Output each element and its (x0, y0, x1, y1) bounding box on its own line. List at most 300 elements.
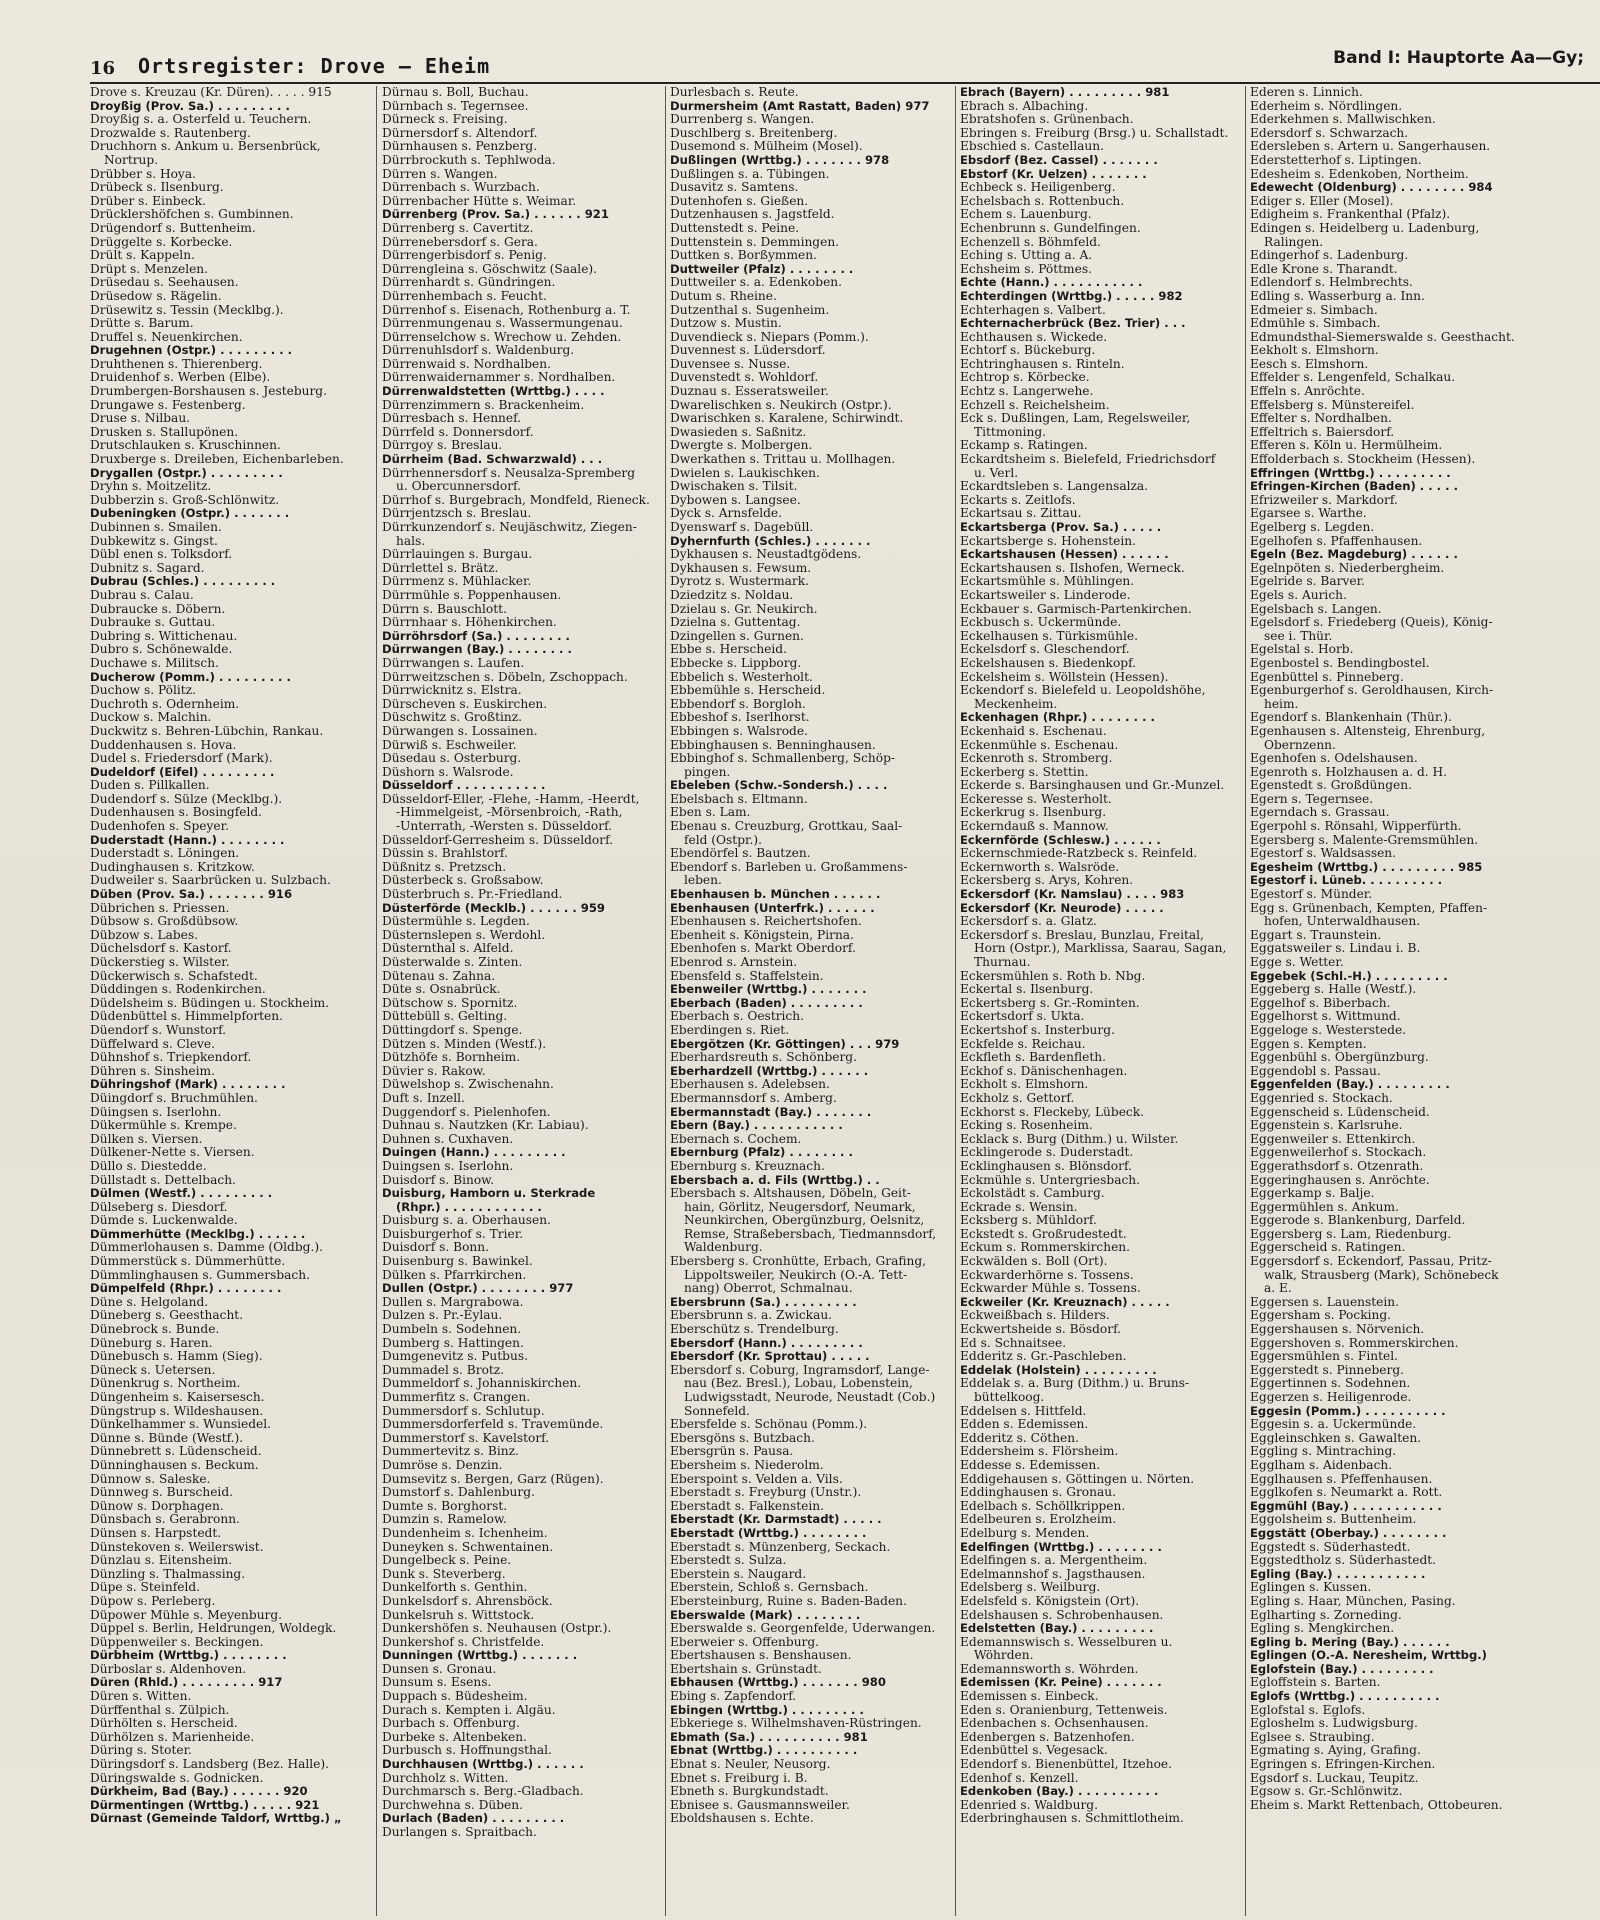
index-entry: Durchwehna s. Düben. (382, 1798, 523, 1812)
index-entry: Egestorf s. Waldsassen. (1250, 847, 1397, 861)
index-entry: Düren (Rhld.) . . . . . . . . . 917 (90, 1676, 283, 1690)
index-entry: Eden s. Oranienburg, Tettenweis. (960, 1703, 1168, 1717)
index-entry: Dürrengleina s. Göschwitz (Saale). (382, 262, 598, 276)
index-entry: Eckbusch s. Uckermünde. (960, 616, 1122, 630)
index-entry: Ebeleben (Schw.-Sondersh.) . . . . (670, 779, 888, 793)
index-entry: Dudenhausen s. Bosingfeld. (90, 806, 263, 820)
index-entry: nang) Oberrot, Schmalnau. (684, 1282, 853, 1296)
index-entry: Eggmühl (Bay.) . . . . . . . . . . . (1250, 1499, 1442, 1513)
index-entry: Duingsen s. Iserlohn. (382, 1159, 514, 1173)
index-entry: hofen, Unterwaldhausen. (1264, 915, 1421, 929)
index-entry: Edelsberg s. Weilburg. (960, 1581, 1101, 1595)
index-entry: Edemissen (Kr. Peine) . . . . . . . (960, 1676, 1162, 1690)
index-entry: Dürrenwaldstetten (Wrttbg.) . . . . (382, 385, 605, 399)
index-entry: Edemannsworth s. Wöhrden. (960, 1662, 1139, 1676)
index-entry: Ebersteinburg, Ruine s. Baden-Baden. (670, 1594, 907, 1608)
index-entry: Düdenbüttel s. Himmelpforten. (90, 1010, 283, 1024)
index-entry: Egling s. Haar, München, Pasing. (1250, 1594, 1456, 1608)
index-entry: Dürrenwaid s. Nordhalben. (382, 357, 551, 371)
index-entry: Durbusch s. Hoffnungsthal. (382, 1744, 552, 1758)
index-entry: Eching s. Utting a. A. (960, 249, 1093, 263)
index-entry: Duisdorf s. Binow. (382, 1173, 495, 1187)
index-entry: büttelkoog. (974, 1391, 1045, 1404)
index-entry: Eberbach (Baden) . . . . . . . . . (670, 996, 863, 1010)
index-entry: Dürkheim, Bad (Bay.) . . . . . . 920 (90, 1785, 308, 1799)
index-entry: Dünzling s. Thalmassing. (90, 1567, 246, 1581)
index-entry: Effringen (Wrttbg.) . . . . . . . . . (1250, 466, 1451, 480)
index-entry: Meckenheim. (974, 697, 1058, 711)
index-entry: Dürrfeld s. Donnersdorf. (382, 425, 534, 439)
index-entry: Eekholt s. Elmshorn. (1250, 344, 1379, 358)
index-entry: Drugehnen (Ostpr.) . . . . . . . . . (90, 344, 293, 358)
index-entry: Ebnisee s. Gausmannsweiler. (670, 1798, 850, 1812)
index-entry: Eckernworth s. Walsröde. (960, 860, 1120, 874)
index-entry: Edmeier s. Simbach. (1250, 303, 1378, 317)
index-entry: Ebersfelde s. Schönau (Pomm.). (670, 1418, 868, 1432)
index-entry: Dübzow s. Labes. (90, 928, 198, 942)
index-entry: Duisburgerhof s. Trier. (382, 1227, 524, 1241)
index-entry: Dürrhennersdorf s. Neusalza-Spremberg (382, 466, 636, 480)
index-entry: Edelburg s. Menden. (960, 1526, 1090, 1540)
index-entry: Eberspoint s. Velden a. Vils. (670, 1472, 843, 1486)
index-entry: Eberstadt (Wrttbg.) . . . . . . . . (670, 1526, 867, 1540)
index-entry: Dunkelsdorf s. Ahrensböck. (382, 1594, 553, 1608)
index-entry: Dürrnhaar s. Höhenkirchen. (382, 616, 557, 630)
index-entry: Edersleben s. Artern u. Sangerhausen. (1250, 140, 1491, 154)
index-entry: Edmundsthal-Siemerswalde s. Geesthacht. (1250, 330, 1515, 344)
index-entry: Dutzenhausen s. Jagstfeld. (670, 208, 835, 222)
index-entry: Durach s. Kempten i. Algäu. (382, 1703, 556, 1717)
index-entry: Duchawe s. Militsch. (90, 656, 219, 670)
index-entry: Egge s. Wetter. (1250, 956, 1344, 969)
index-entry: Eglsee s. Straubing. (1250, 1730, 1375, 1744)
index-entry: Dubkewitz s. Gingst. (90, 534, 218, 548)
index-entry: Drübber s. Hoya. (90, 167, 196, 181)
index-entry: Ebersdorf (Hann.) . . . . . . . . . (670, 1336, 863, 1350)
index-entry: Duderstadt (Hann.) . . . . . . . . (90, 833, 285, 847)
index-entry: Duttweiler s. a. Edenkoben. (670, 276, 843, 290)
column-3 (670, 86, 950, 1916)
index-entry: Eggebek (Schl.-H.) . . . . . . . . . (1250, 969, 1448, 983)
index-entry: Ebbinghausen s. Benninghausen. (670, 738, 876, 752)
index-entry: Dünzlau s. Eitensheim. (90, 1554, 233, 1568)
index-entry: Dunsen s. Gronau. (382, 1662, 497, 1676)
index-entry: Dülken s. Pfarrkirchen. (382, 1268, 527, 1282)
index-entry: Ebsdorf (Bez. Cassel) . . . . . . . (960, 153, 1158, 167)
index-entry: Eggenfelden (Bay.) . . . . . . . . . (1250, 1078, 1450, 1092)
index-entry: Edenbergen s. Batzenhofen. (960, 1730, 1135, 1744)
index-entry: Drüsedau s. Seehausen. (90, 276, 239, 290)
index-entry: Eckholt s. Elmshorn. (960, 1078, 1089, 1092)
index-entry: Egling b. Mering (Bay.) . . . . . . (1250, 1635, 1450, 1649)
index-entry: Dumsevitz s. Bergen, Garz (Rügen). (382, 1472, 604, 1486)
index-entry: Eberhardsreuth s. Schönberg. (670, 1051, 857, 1065)
index-entry: Dückerwisch s. Schafstedt. (90, 969, 258, 983)
index-entry: Ebenau s. Creuzburg, Grottkau, Saal- (670, 820, 903, 834)
index-entry: Droyßig (Prov. Sa.) . . . . . . . . . (90, 99, 290, 113)
index-entry: Eckertsdorf s. Ukta. (960, 1010, 1085, 1024)
index-entry: Dyenswarf s. Dagebüll. (670, 521, 814, 534)
index-entry: Dürhölzen s. Marienheide. (90, 1730, 255, 1744)
index-entry: Egerndach s. Grassau. (1250, 806, 1390, 820)
index-entry: Eckartsberga (Prov. Sa.) . . . . . (960, 521, 1162, 534)
index-entry: Eckersmühlen s. Roth b. Nbg. (960, 969, 1146, 983)
index-entry: Dummerstorf s. Kavelstorf. (382, 1431, 550, 1445)
index-entry: Ebbeshof s. Iserlhorst. (670, 711, 810, 725)
index-entry: Egelhofen s. Pfaffenhausen. (1250, 534, 1423, 548)
index-entry: Düppenweiler s. Beckingen. (90, 1635, 264, 1649)
index-entry: Düsseldorf-Gerresheim s. Düsseldorf. (382, 833, 614, 847)
index-entry: Dudinghausen s. Kritzkow. (90, 860, 255, 874)
column-divider (376, 86, 377, 1916)
index-entry: Eberhardzell (Wrttbg.) . . . . . . (670, 1064, 869, 1078)
index-entry: Edemissen s. Einbeck. (960, 1690, 1099, 1704)
index-entry: Ecksberg s. Mühldorf. (960, 1214, 1097, 1228)
index-entry: Eggeringhausen s. Anröchte. (1250, 1173, 1430, 1187)
index-entry: Egg s. Grünenbach, Kempten, Pfaffen- (1250, 901, 1488, 915)
index-entry: Dußlingen s. a. Tübingen. (670, 167, 830, 181)
index-entry: Ebmath (Sa.) . . . . . . . . . . 981 (670, 1730, 868, 1744)
index-entry: Eckerde s. Barsinghausen und Gr.-Munzel. (960, 779, 1225, 793)
index-entry: Edigheim s. Frankenthal (Pfalz). (1250, 208, 1451, 222)
index-entry: Dürresbach s. Hennef. (382, 412, 522, 426)
index-entry: Düne s. Helgoland. (90, 1295, 209, 1309)
index-entry: Echterhagen s. Valbert. (960, 303, 1106, 317)
index-entry: Effelder s. Lengenfeld, Schalkau. (1250, 371, 1456, 385)
index-entry: Ediger s. Eller (Mosel). (1250, 194, 1394, 208)
index-entry: Düringsdorf s. Landsberg (Bez. Halle). (90, 1758, 330, 1772)
index-entry: Dürnbach s. Tegernsee. (382, 99, 529, 113)
index-entry: Düllstadt s. Dettelbach. (90, 1173, 236, 1187)
index-entry: Ebnet s. Freiburg i. B. (670, 1771, 808, 1785)
index-entry: Eberweier s. Offenburg. (670, 1635, 820, 1649)
index-entry: Egenroth s. Holzhausen a. d. H. (1250, 765, 1448, 779)
index-entry: Druxberge s. Dreileben, Eichenbarleben. (90, 453, 344, 467)
index-entry: Duisenburg s. Bawinkel. (382, 1255, 533, 1269)
index-entry: Dzingellen s. Gurnen. (670, 629, 804, 643)
index-entry: Echte (Hann.) . . . . . . . . . . . (960, 276, 1143, 290)
index-entry: Dülken s. Viersen. (90, 1132, 203, 1146)
index-entry: Drusken s. Stallupönen. (90, 425, 239, 439)
index-entry: Edderitz s. Gr.-Paschleben. (960, 1350, 1127, 1364)
index-entry: Eckolstädt s. Camburg. (960, 1187, 1105, 1201)
index-entry: Dulzen s. Pr.-Eylau. (382, 1309, 503, 1323)
index-entry: Düsternslepen s. Werdohl. (382, 928, 546, 942)
index-entry: Dükermühle s. Krempe. (90, 1119, 237, 1133)
index-entry: Eggstedtholz s. Süderhastedt. (1250, 1554, 1437, 1568)
index-entry: Ebenhofen s. Markt Oberdorf. (670, 942, 856, 956)
index-entry: Egglkofen s. Neumarkt a. Rott. (1250, 1486, 1443, 1500)
index-entry: Edelbeuren s. Erolzheim. (960, 1513, 1117, 1527)
index-entry: Efringen-Kirchen (Baden) . . . . . (1250, 480, 1458, 494)
index-entry: Echterdingen (Wrttbg.) . . . . . 982 (960, 289, 1183, 303)
index-entry: Dubring s. Wittichenau. (90, 629, 238, 643)
index-entry: Eggerode s. Blankenburg, Darfeld. (1250, 1214, 1466, 1228)
index-entry: Dübrichen s. Priessen. (90, 901, 230, 915)
index-entry: Dünnweg s. Burscheid. (90, 1486, 233, 1500)
index-entry: Eggatsweiler s. Lindau i. B. (1250, 942, 1421, 956)
index-entry: Edenhof s. Kenzell. (960, 1771, 1079, 1785)
index-entry: Druse s. Nilbau. (90, 412, 191, 426)
index-entry: Echternacherbrück (Bez. Trier) . . . (960, 317, 1186, 331)
index-entry: Effeln s. Anröchte. (1250, 385, 1365, 399)
index-entry: Dützhöfe s. Bornheim. (382, 1051, 521, 1065)
index-entry: Düneburg s. Haren. (90, 1336, 213, 1350)
index-entry: Eberswalde (Mark) . . . . . . . . (670, 1608, 861, 1622)
index-entry: Dwasieden s. Saßnitz. (670, 425, 807, 439)
index-entry: Dürrheim (Bad. Schwarzwald) . . . (382, 453, 603, 467)
index-entry: Dünnebrett s. Lüdenscheid. (90, 1445, 262, 1459)
index-entry: Düpe s. Steinfeld. (90, 1581, 201, 1595)
index-entry: Duden s. Pillkallen. (90, 779, 210, 793)
index-entry: Duggendorf s. Pielenhofen. (382, 1105, 551, 1119)
index-entry: Dürrenebersdorf s. Gera. (382, 235, 538, 249)
index-entry: -Unterrath, -Wersten s. Düsseldorf. (396, 820, 613, 834)
index-entry: Dürrlettel s. Brätz. (382, 561, 499, 575)
index-entry: Düdelsheim s. Büdingen u. Stockheim. (90, 996, 330, 1010)
index-entry: Düren s. Witten. (90, 1690, 192, 1704)
index-entry: Düsterbeck s. Großsabow. (382, 874, 544, 888)
index-entry: Duckwitz s. Behren-Lübchin, Rankau. (90, 724, 324, 738)
index-entry: Edlendorf s. Helmbrechts. (1250, 276, 1413, 290)
index-entry: Edesheim s. Edenkoben, Northeim. (1250, 167, 1469, 181)
index-entry: Eberhausen s. Adelebsen. (670, 1078, 830, 1092)
index-entry: Eglofs (Wrttbg.) . . . . . . . . . . (1250, 1690, 1440, 1704)
index-entry: Dusavitz s. Samtens. (670, 181, 799, 195)
index-entry: Edingen s. Heidelberg u. Ladenburg, (1250, 221, 1480, 235)
index-entry: Eckersdorf s. a. Glatz. (960, 915, 1097, 929)
index-entry: Duppach s. Büdesheim. (382, 1690, 528, 1704)
index-entry: Dürscheven s. Euskirchen. (382, 697, 548, 711)
index-entry: Dummertevitz s. Binz. (382, 1445, 519, 1459)
index-entry: Dybowen s. Langsee. (670, 493, 801, 507)
index-entry: Ebringen s. Freiburg (Brsg.) u. Schallstadt. (960, 126, 1229, 140)
index-entry: Dryhn s. Moitzelitz. (90, 480, 212, 494)
index-entry: Dunkershöfen s. Neuhausen (Ostpr.). (382, 1622, 612, 1636)
index-entry: Dürrenbacher Hütte s. Weimar. (382, 194, 577, 208)
index-entry: Eggesin s. a. Uckermünde. (1250, 1418, 1417, 1432)
index-entry: Dünebrock s. Bunde. (90, 1323, 220, 1337)
index-entry: Eggstätt (Oberbay.) . . . . . . . . (1250, 1526, 1447, 1540)
index-entry: Drübeck s. Ilsenburg. (90, 181, 224, 195)
index-entry: Edle Krone s. Tharandt. (1250, 262, 1398, 276)
index-entry: Eheim s. Markt Rettenbach, Ottobeuren. (1250, 1798, 1503, 1812)
index-entry: Dwielen s. Laukischken. (670, 466, 820, 480)
index-entry: Druffel s. Neuenkirchen. (90, 330, 243, 344)
index-entry: Eben s. Lam. (670, 806, 751, 820)
index-entry: Eckarts s. Zeitlofs. (960, 493, 1076, 507)
index-entry: Eggelhof s. Biberbach. (1250, 996, 1391, 1010)
index-entry: Dürrmenz s. Mühlacker. (382, 575, 532, 589)
index-entry: Dwischaken s. Tilsit. (670, 480, 798, 494)
index-entry: Duderstadt s. Löningen. (90, 847, 240, 861)
index-entry: Düvier s. Rakow. (382, 1064, 486, 1078)
index-entry: Dzielau s. Gr. Neukirch. (670, 602, 818, 616)
index-entry: Ebensfeld s. Staffelstein. (670, 969, 824, 983)
index-entry: Düngenheim s. Kaisersesch. (90, 1391, 265, 1404)
index-entry: Dümmerstück s. Dümmerhütte. (90, 1255, 286, 1269)
index-entry: Dunkelsruh s. Wittstock. (382, 1608, 535, 1622)
index-entry: Düingdorf s. Bruchmühlen. (90, 1091, 258, 1105)
index-entry: a. E. (1264, 1282, 1292, 1296)
index-entry: Duvenstedt s. Wohldorf. (670, 371, 819, 385)
index-entry: Ralingen. (1264, 235, 1324, 249)
index-entry: Ecklack s. Burg (Dithm.) u. Wilster. (960, 1132, 1179, 1146)
index-entry: Düneck s. Uetersen. (90, 1363, 216, 1377)
index-entry: Eddesse s. Edemissen. (960, 1458, 1101, 1472)
index-entry: Remse, Straßebersbach, Tiedmannsdorf, (684, 1227, 937, 1241)
index-entry: Dwerkathen s. Trittau u. Mollhagen. (670, 453, 896, 467)
index-entry: Ed s. Schnaitsee. (960, 1336, 1067, 1350)
index-entry: Dunkelforth s. Genthin. (382, 1581, 528, 1595)
index-entry: pingen. (684, 765, 731, 779)
index-entry: Durrenberg s. Wangen. (670, 113, 815, 127)
index-entry: Ebnat s. Neuler, Neusorg. (670, 1758, 831, 1772)
index-entry: Dürrenhardt s. Gündringen. (382, 276, 556, 290)
index-entry: Eggermühlen s. Ankum. (1250, 1200, 1399, 1214)
index-entry: Eberstein, Schloß s. Gernsbach. (670, 1581, 869, 1595)
index-entry: Eggersham s. Pocking. (1250, 1309, 1392, 1323)
index-entry: Dürrn s. Bauschlott. (382, 602, 507, 616)
index-entry: Echelsbach s. Rottenbuch. (960, 194, 1125, 208)
index-entry: Eckartsberge s. Hohenstein. (960, 534, 1136, 548)
index-entry: Ederstetterhof s. Liptingen. (1250, 153, 1422, 167)
index-entry: Drozwalde s. Rautenberg. (90, 126, 251, 140)
index-entry: Eggling s. Mintraching. (1250, 1445, 1397, 1459)
index-entry: Edenkoben (Bay.) . . . . . . . . . . (960, 1785, 1159, 1799)
index-entry: Ebratshofen s. Grünenbach. (960, 113, 1134, 127)
index-entry: Eggenbühl s. Obergünzburg. (1250, 1051, 1429, 1065)
index-entry: Egerpohl s. Rönsahl, Wipperfürth. (1250, 820, 1462, 834)
index-entry: Duttenstedt s. Peine. (670, 221, 800, 235)
index-entry: Eckweißbach s. Hilders. (960, 1309, 1110, 1323)
index-entry: Duttken s. Borßymmen. (670, 249, 817, 263)
index-entry: Dunk s. Steverberg. (382, 1567, 506, 1581)
index-entry: Dürrengerbisdorf s. Penig. (382, 249, 547, 263)
index-entry: Egenhofen s. Odelshausen. (1250, 752, 1418, 766)
index-entry: Dubrauke s. Guttau. (90, 616, 216, 630)
index-entry: Duznau s. Esseratsweiler. (670, 385, 829, 399)
index-entry: Dwarelischken s. Neukirch (Ostpr.). (670, 398, 892, 412)
index-entry: Dürboslar s. Aldenhoven. (90, 1662, 247, 1676)
index-entry: Durbeke s. Altenbeken. (382, 1730, 527, 1744)
index-entry: Eddigehausen s. Göttingen u. Nörten. (960, 1472, 1195, 1486)
index-entry: Ebelsbach s. Eltmann. (670, 792, 808, 806)
index-entry: Dudendorf s. Sülze (Mecklbg.). (90, 792, 283, 806)
index-entry: Ebersbrunn (Sa.) . . . . . . . . . (670, 1295, 857, 1309)
index-entry: Dumröse s. Denzin. (382, 1458, 503, 1472)
index-entry: Eggersen s. Lauenstein. (1250, 1295, 1399, 1309)
index-entry: Ludwigsstadt, Neurode, Neustadt (Cob.) (684, 1391, 936, 1404)
index-entry: Eckertsberg s. Gr.-Rominten. (960, 996, 1140, 1010)
column-divider (665, 86, 666, 1916)
index-entry: Dumbeln s. Sodehnen. (382, 1323, 522, 1337)
index-entry: Drügendorf s. Buttenheim. (90, 221, 256, 235)
index-entry: Ebstorf (Kr. Uelzen) . . . . . . . (960, 167, 1147, 181)
index-entry: Dürren s. Wangen. (382, 167, 498, 181)
index-entry: Düpower Mühle s. Meyenburg. (90, 1608, 283, 1622)
index-columns (90, 86, 1600, 1916)
index-entry: Dürrgoy s. Breslau. (382, 439, 503, 453)
index-entry: Düte s. Osnabrück. (382, 983, 501, 997)
index-entry: Egling s. Mengkirchen. (1250, 1622, 1395, 1636)
index-entry: Dürrenberg (Prov. Sa.) . . . . . . 921 (382, 208, 609, 222)
index-entry: Dürrenmungenau s. Wassermungenau. (382, 317, 623, 331)
index-entry: Ebersdorf s. Coburg, Ingramsdorf, Lange- (670, 1363, 930, 1377)
index-entry: Eggelhorst s. Wittmund. (1250, 1010, 1401, 1024)
index-entry: Eberbach s. Oestrich. (670, 1010, 804, 1024)
index-entry: Dürrlauingen s. Burgau. (382, 548, 533, 562)
index-entry: Düssin s. Brahlstorf. (382, 847, 508, 861)
index-entry: Dürwangen s. Lossainen. (382, 724, 538, 738)
index-entry: Dudenhofen s. Speyer. (90, 820, 229, 834)
index-entry: Eckerndauß s. Mannow. (960, 820, 1109, 834)
index-entry: Edenbüttel s. Vegesack. (960, 1744, 1108, 1758)
index-entry: u. Obercunnersdorf. (396, 480, 522, 494)
index-entry: Dunkershof s. Christfelde. (382, 1635, 545, 1649)
index-entry: Egestorf i. Lüneb. . . . . . . . . . (1250, 874, 1443, 888)
index-entry: Ederbringhausen s. Schmittlotheim. (960, 1812, 1184, 1826)
index-entry: Edelfingen s. a. Mergentheim. (960, 1554, 1148, 1568)
index-entry: Dutzow s. Mustin. (670, 317, 782, 331)
index-entry: Eckertshof s. Insterburg. (960, 1023, 1115, 1037)
index-entry: Düshorn s. Walsrode. (382, 765, 514, 779)
index-entry: Ebertshausen s. Benshausen. (670, 1649, 852, 1663)
index-entry: Ebenhausen (Unterfrk.) . . . . . . (670, 901, 875, 915)
index-entry: Dürnhausen s. Penzberg. (382, 140, 538, 154)
index-entry: Effelsberg s. Münstereifel. (1250, 398, 1415, 412)
index-entry: Ederkehmen s. Mallwischken. (1250, 113, 1436, 127)
index-entry: Wöhrden. (974, 1649, 1034, 1663)
index-entry: Eggeloge s. Westerstede. (1250, 1023, 1407, 1037)
index-entry: Ebenheit s. Königstein, Pirna. (670, 928, 854, 942)
index-entry: Eggen s. Kempten. (1250, 1037, 1367, 1051)
index-entry: Efrizweiler s. Markdorf. (1250, 493, 1398, 507)
index-entry: Drüsewitz s. Tessin (Mecklbg.). (90, 303, 284, 317)
index-entry: Echsheim s. Pöttmes. (960, 262, 1092, 276)
index-entry: Dünebusch s. Hamm (Sieg). (90, 1350, 263, 1364)
index-entry: Druidenhof s. Werben (Elbe). (90, 371, 271, 385)
index-entry: Dümde s. Luckenwalde. (90, 1214, 238, 1228)
index-entry: Eggleinschken s. Gawalten. (1250, 1431, 1422, 1445)
index-entry: Dümmerhütte (Mecklbg.) . . . . . . (90, 1227, 306, 1241)
index-entry: Edelsfeld s. Königstein (Ort). (960, 1594, 1140, 1608)
column-1 (90, 86, 372, 1916)
index-entry: Düpow s. Perleberg. (90, 1594, 216, 1608)
index-entry: Eggershausen s. Nörvenich. (1250, 1323, 1425, 1337)
index-entry: Ebersbach s. Altshausen, Döbeln, Geit- (670, 1187, 911, 1201)
index-entry: Dudeldorf (Eifel) . . . . . . . . . (90, 765, 275, 779)
index-entry: Dubro s. Schönewalde. (90, 643, 233, 657)
index-entry: Dünenkrug s. Northeim. (90, 1377, 241, 1391)
index-entry: Eberstadt s. Falkenstein. (670, 1499, 824, 1513)
index-entry: Egestorf s. Münder. (1250, 888, 1373, 902)
index-entry: Egelstal s. Horb. (1250, 643, 1354, 657)
index-entry: Ebnat (Wrttbg.) . . . . . . . . . . (670, 1744, 858, 1758)
index-entry: Eckersdorf s. Breslau, Bunzlau, Freital, (960, 928, 1204, 942)
index-entry: Dürrweitzschen s. Döbeln, Zschoppach. (382, 670, 628, 684)
index-entry: Dummeldorf s. Johanniskirchen. (382, 1377, 582, 1391)
index-entry: Düppel s. Berlin, Heldrungen, Woldegk. (90, 1622, 337, 1636)
index-entry: heim. (1264, 697, 1299, 711)
index-entry: Dünstekoven s. Weilerswist. (90, 1540, 264, 1554)
index-entry: Egelnpöten s. Niederbergheim. (1250, 561, 1445, 575)
index-entry: Egarsee s. Warthe. (1250, 507, 1367, 521)
index-entry: Duft s. Inzell. (382, 1091, 465, 1105)
index-entry: Druhthenen s. Thierenberg. (90, 357, 263, 371)
index-entry: Düsseldorf-Eller, -Flehe, -Hamm, -Heerdt, (382, 792, 640, 806)
index-entry: Ebschied s. Castellaun. (960, 140, 1105, 154)
